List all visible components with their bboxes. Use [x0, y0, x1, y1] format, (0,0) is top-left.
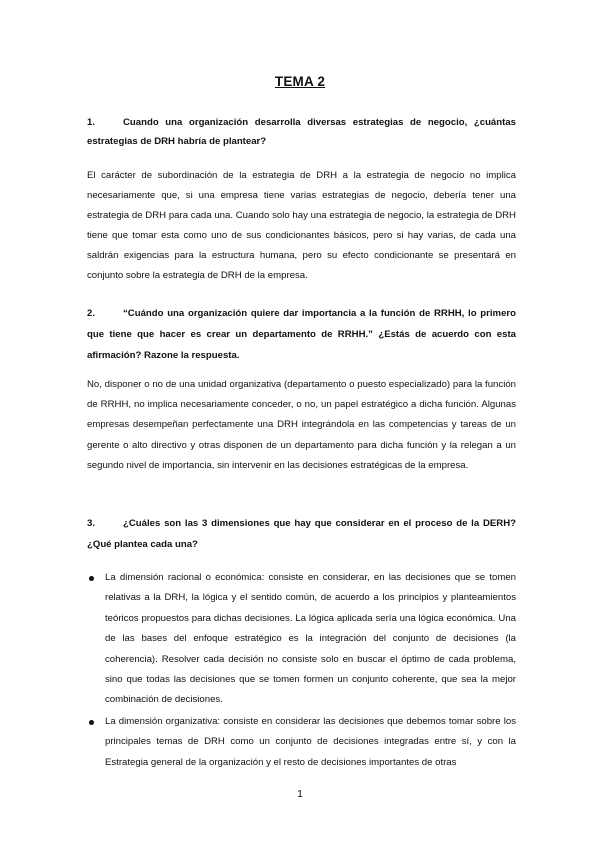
dimensions-list: [87, 568, 516, 774]
answer-1: [87, 166, 516, 286]
dimension-racional-text: La dimensión racional o económica: consiste en considerar, en las decisiones que se tomen relativas a la DRH, la lógica y el sentido común, de acuerdo a los principios y planteamientos teóricos propuestos para dichas decisiones. La lógica aplicada sería una lógica económica. Una de las bases del enfoque estratégico es la integración del conjunto de decisiones (la coherencia). Resolver cada decisión no consiste solo en buscar el óptimo de cada problema, sino que todas las decisiones que se tomen formen un conjunto coherente, que sea la mejor combinación de decisiones.: [105, 572, 516, 706]
question-2: [87, 303, 516, 366]
question-2-number: 2.: [87, 308, 96, 319]
question-1-number: 1.: [87, 117, 96, 128]
question-1-text: Cuando una organización desarrolla diversas estrategias de negocio, ¿cuántas estrategias de DRH habría de plantear?: [87, 117, 516, 147]
page-title: TEMA 2: [274, 74, 326, 89]
bullet-icon: [89, 576, 94, 581]
question-3-number: 3.: [87, 518, 96, 529]
answer-1-text: El carácter de subordinación de la estrategia de DRH a la estrategia de negocio no implica necesariamente que, si una empresa tiene varias estrategias de negocio, debería tener una estrategia de DRH para cada una. Cuando solo hay una estrategia de negocio, la estrategia de DRH tiene que tomar esta como uno de sus condicionantes básicos, pero si hay varias, de cada una saldrán exigencias para la estructura humana, pero su efecto condicionante se presentará en conjunto sobre la estrategia de DRH de la empresa.: [87, 170, 516, 281]
list-item: [87, 568, 516, 711]
question-2-text: “Cuándo una organización quiere dar importancia a la función de RRHH, lo primero que tiene que hacer es crear un departamento de RRHH.” ¿Estás de acuerdo con esta afirmación? Razone la respuesta.: [87, 308, 516, 361]
question-3: [87, 513, 516, 555]
list-item: [87, 712, 516, 773]
page-number: 1: [297, 788, 303, 800]
answer-2-text: No, disponer o no de una unidad organizativa (departamento o puesto especializado) para la función de RRHH, no implica necesariamente conceder, o no, un papel estratégico a dicha función. Algunas empresas desempeñan perfectamente una DRH integrándola en las competencias y tareas de un gerente o alto directivo y otras disponen de un departamento para dicha función y la relegan a un segundo nivel de importancia, sin intervenir en las decisiones estratégicas de la empresa.: [87, 379, 516, 471]
bullet-icon: [89, 720, 94, 725]
question-1: [87, 113, 516, 151]
question-3-text: ¿Cuáles son las 3 dimensiones que hay que considerar en el proceso de la DERH? ¿Qué plantea cada una?: [87, 518, 516, 550]
answer-2: [87, 375, 516, 476]
dimension-organizativa-text: La dimensión organizativa: consiste en considerar las decisiones que debemos tomar sobre los principales temas de DRH como un conjunto de decisiones integradas entre sí, y con la Estrategia general de la organización y el resto de decisiones importantes de otras: [105, 715, 516, 768]
